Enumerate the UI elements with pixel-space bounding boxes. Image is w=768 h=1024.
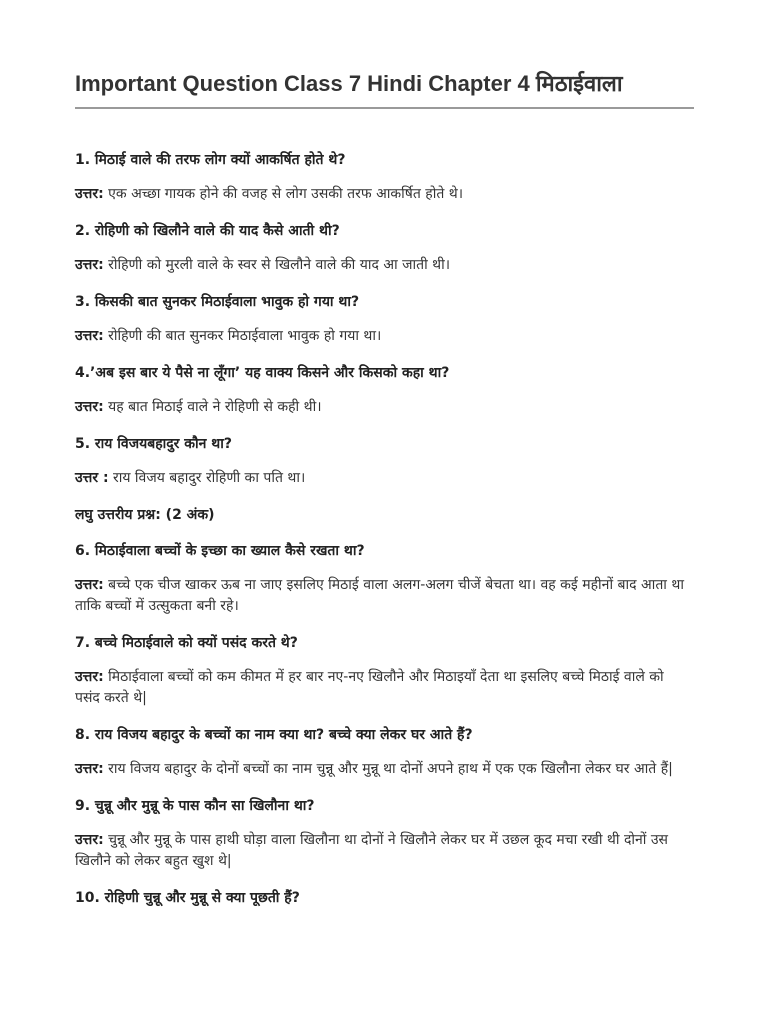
question-6: 6. मिठाईवाला बच्चों के इच्छा का ख्याल कैसे रखता था? — [75, 543, 365, 559]
answer-label: उत्तर: — [75, 669, 104, 685]
answer-text: राय विजय बहादुर रोहिणी का पति था। — [108, 470, 306, 486]
title-divider — [75, 107, 694, 109]
page-title: Important Question Class 7 Hindi Chapter 4 मिठाईवाला — [75, 71, 623, 96]
answer-text: रोहिणी की बात सुनकर मिठाईवाला भावुक हो गया था। — [103, 328, 382, 344]
answer-label: उत्तर: — [75, 328, 104, 344]
section-heading: लघु उत्तरीय प्रश्न: (2 अंक) — [75, 507, 215, 523]
question-4: 4.’अब इस बार ये पैसे ना लूँगा’ यह वाक्य किसने और किसको कहा था? — [75, 365, 450, 381]
answer-8 — [75, 759, 690, 780]
answer-1 — [75, 184, 690, 205]
question-3: 3. किसकी बात सुनकर मिठाईवाला भावुक हो गया था? — [75, 294, 360, 310]
answer-label: उत्तर : — [75, 470, 109, 486]
answer-text: यह बात मिठाई वाले ने रोहिणी से कही थी। — [103, 399, 322, 415]
answer-4 — [75, 397, 690, 418]
answer-text: रोहिणी को मुरली वाले के स्वर से खिलौने वाले की याद आ जाती थी। — [103, 257, 451, 273]
question-5: 5. राय विजयबहादुर कौन था? — [75, 436, 233, 452]
answer-label: उत्तर: — [75, 257, 104, 273]
answer-5 — [75, 468, 690, 489]
answer-text: चुन्नू और मुन्नू के पास हाथी घोड़ा वाला खिलौना था दोनों ने खिलौने लेकर घर में उछल कूद मचा रखी थी दोनों उस खिलौने को लेकर बहुत खुश थे| — [75, 832, 668, 869]
answer-text: एक अच्छा गायक होने की वजह से लोग उसकी तरफ आकर्षित होते थे। — [103, 186, 464, 202]
question-7: 7. बच्चे मिठाईवाले को क्यों पसंद करते थे? — [75, 635, 298, 651]
answer-2 — [75, 255, 690, 276]
answer-6 — [75, 575, 690, 617]
question-list — [75, 148, 690, 910]
answer-3 — [75, 326, 690, 347]
question-9: 9. चुन्नू और मुन्नू के पास कौन सा खिलौना था? — [75, 798, 315, 814]
answer-text: बच्चे एक चीज खाकर ऊब ना जाए इसलिए मिठाई वाला अलग-अलग चीजें बेचता था। वह कई महीनों बाद आता था ताकि बच्चों में उत्सुकता बनी रहे। — [75, 577, 684, 614]
answer-label: उत्तर: — [75, 186, 104, 202]
question-10: 10. रोहिणी चुन्नू और मुन्नू से क्या पूछती हैं? — [75, 890, 300, 906]
question-2: 2. रोहिणी को खिलौने वाले की याद कैसे आती थी? — [75, 223, 340, 239]
answer-text: राय विजय बहादुर के दोनों बच्चों का नाम चुन्नू और मुन्नू था दोनों अपने हाथ में एक एक खिलौना लेकर घर आते हैं| — [103, 761, 673, 777]
answer-label: उत्तर: — [75, 832, 104, 848]
answer-label: उत्तर: — [75, 761, 104, 777]
answer-7 — [75, 667, 690, 709]
answer-9 — [75, 830, 690, 872]
question-8: 8. राय विजय बहादुर के बच्चों का नाम क्या था? बच्चे क्या लेकर घर आते हैं? — [75, 727, 473, 743]
answer-label: उत्तर: — [75, 577, 104, 593]
answer-text: मिठाईवाला बच्चों को कम कीमत में हर बार नए-नए खिलौने और मिठाइयाँ देता था इसलिए बच्चे मिठाई वाले को पसंद करते थे| — [75, 669, 664, 706]
question-1: 1. मिठाई वाले की तरफ लोग क्यों आकर्षित होते थे? — [75, 152, 346, 168]
answer-label: उत्तर: — [75, 399, 104, 415]
